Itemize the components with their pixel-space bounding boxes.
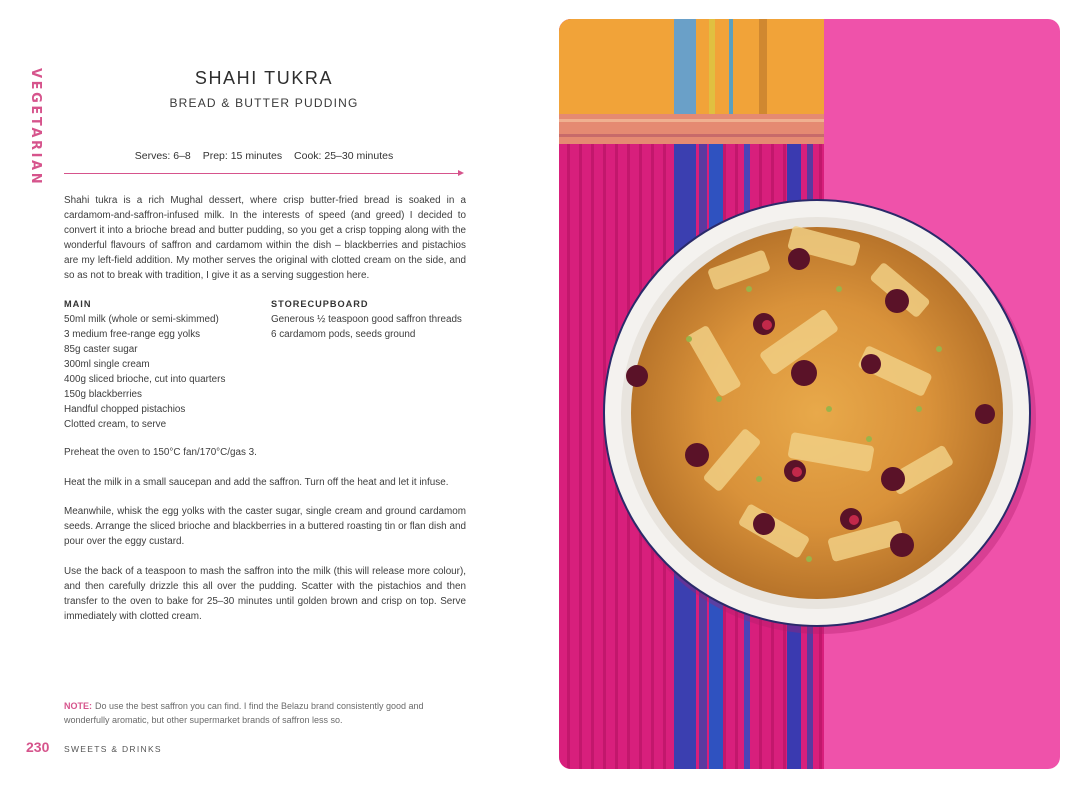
main-ingredients — [64, 297, 264, 432]
ingredient-item: 85g caster sugar — [64, 344, 138, 355]
ingredient-item: 50ml milk (whole or semi-skimmed) — [64, 314, 219, 325]
recipe-subtitle: BREAD & BUTTER PUDDING — [169, 96, 359, 110]
ingredient-item: Generous ½ teaspoon good saffron threads — [271, 314, 462, 325]
recipe-title: SHAHI TUKRA — [194, 68, 334, 88]
ingredient-item: 150g blackberries — [64, 389, 142, 400]
cook-text: Cook: 25–30 minutes — [294, 150, 394, 162]
section-footer: SWEETS & DRINKS — [64, 744, 162, 754]
main-heading: MAIN — [64, 299, 92, 309]
method-step-1: Preheat the oven to 150°C fan/170°C/gas 3. — [64, 447, 257, 458]
prep-text: Prep: 15 minutes — [202, 150, 283, 162]
note — [64, 699, 468, 727]
note-label: NOTE: — [64, 701, 92, 711]
cloth-peach-stripe — [559, 114, 824, 144]
ingredient-item: Clotted cream, to serve — [64, 419, 167, 430]
ingredient-item: 6 cardamom pods, seeds ground — [271, 329, 416, 340]
arrow-rule — [64, 173, 462, 174]
ingredient-item: 300ml single cream — [64, 359, 150, 370]
note-text: Do use the best saffron you can find. I find the Belazu brand consistently good and wonderfully aromatic, but other supermarket brands of saffron less so. — [64, 701, 424, 725]
ingredient-item: 3 medium free-range egg yolks — [64, 329, 201, 340]
ingredient-item: Handful chopped pistachios — [64, 404, 186, 415]
method-step-4: Use the back of a teaspoon to mash the saffron into the milk (this will release more colour), and then carefully drizzle this all over the pudding. Scatter with the pistachios and then transfer to the oven to bake for 25–30 minutes until golden brown and crisp on top. Serve immediately with clotted cream. — [64, 566, 466, 622]
page-number: 230 — [26, 739, 50, 755]
side-section-label: VEGETARIAN — [28, 68, 43, 187]
ingredient-item: 400g sliced brioche, cut into quarters — [64, 374, 226, 385]
method-step-2: Heat the milk in a small saucepan and add the saffron. Turn off the heat and let it infuse. — [64, 477, 449, 488]
storecupboard-ingredients — [271, 297, 471, 342]
serves-text: Serves: 6–8 — [134, 150, 191, 162]
recipe-meta — [64, 150, 464, 162]
storecupboard-heading: STORECUPBOARD — [271, 299, 369, 309]
photo-of-pudding-dish — [559, 19, 1060, 769]
method-step-3: Meanwhile, whisk the egg yolks with the caster sugar, single cream and ground cardamom seeds. Arrange the sliced brioche and blackberries in a buttered roasting tin or flan dish and pour over the eggy custard. — [64, 506, 466, 547]
pudding — [631, 227, 1003, 599]
intro-paragraph: Shahi tukra is a rich Mughal dessert, where crisp butter-fried bread is soaked in a cardamom-and-saffron-infused milk. In the interests of speed (and greed) I decided to convert it into a brioche bread and butter pudding, so you get a crisp topping along with the wonderful flavours of saffron and cardamom within the dish – blackberries and pistachios are my left-field addition. My mother serves the original with clotted cream on the side, and so as not to break with tradition, I give it as a serving suggestion here. — [64, 195, 466, 281]
